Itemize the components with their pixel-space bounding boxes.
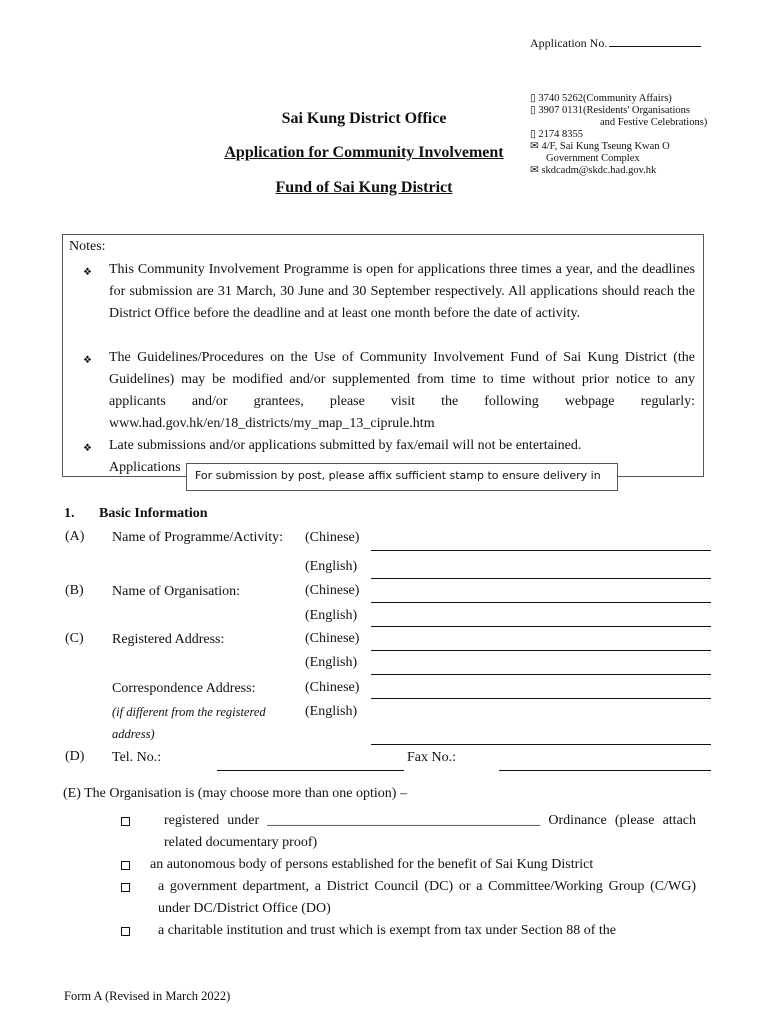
postal-notice-overlay: For submission by post, please affix sufficient stamp to ensure delivery in <box>186 463 618 491</box>
registered-address-label: Registered Address: <box>112 632 225 647</box>
form-footer: Form A (Revised in March 2022) <box>64 989 231 1003</box>
option-government-checkbox[interactable] <box>121 883 130 892</box>
chinese-label: (Chinese) <box>305 530 360 545</box>
option-autonomous-text: an autonomous body of persons established for the benefit of Sai Kung District <box>150 857 594 872</box>
form-title-line1: Application for Community Involvement <box>224 144 504 161</box>
correspondence-note-2: address) <box>112 727 155 741</box>
section-number: 1. <box>64 506 75 521</box>
organisation-type-question: (E) The Organisation is (may choose more than one option) – <box>63 786 407 801</box>
correspondence-address-label: Correspondence Address: <box>112 681 256 696</box>
registered-address-english-input[interactable] <box>371 674 711 675</box>
correspondence-note: (if different from the registered <box>112 705 266 719</box>
option-autonomous-checkbox[interactable] <box>121 861 130 870</box>
programme-name-chinese-input[interactable] <box>371 550 711 551</box>
contact-line-5: ✉ 4/F, Sai Kung Tseung Kwan O <box>530 141 670 152</box>
note-1: This Community Involvement Programme is open for applications three times a year, and the deadlines for submission are 31 March, 30 June and 30 September respectively. All applications should reach the District Office before the deadline and at least one month before the date of activity. <box>109 262 695 321</box>
contact-line-1: ▯ 3740 5262(Community Affairs) <box>530 93 672 104</box>
english-label: (English) <box>305 608 358 623</box>
mail-icon: ✉ <box>530 165 539 176</box>
section-heading: Basic Information <box>99 506 208 521</box>
form-title-line2: Fund of Sai Kung District <box>275 179 453 196</box>
correspondence-address-english-input[interactable] <box>371 744 711 745</box>
tel-input[interactable] <box>217 770 404 771</box>
organisation-name-chinese-input[interactable] <box>371 602 711 603</box>
application-no-field[interactable] <box>609 35 701 47</box>
registered-address-chinese-input[interactable] <box>371 650 711 651</box>
tel-label: Tel. No.: <box>112 750 162 765</box>
label-a: (A) <box>65 529 85 544</box>
chinese-label: (Chinese) <box>305 680 360 695</box>
option-registered-checkbox[interactable] <box>121 817 130 826</box>
note-4: Applications <box>109 460 181 475</box>
contact-line-7: ✉ skdcadm@skdc.had.gov.hk <box>530 165 657 176</box>
label-d: (D) <box>65 749 85 764</box>
label-c: (C) <box>65 631 84 646</box>
contact-block <box>530 93 707 177</box>
chinese-label: (Chinese) <box>305 631 360 646</box>
office-name: Sai Kung District Office <box>281 110 447 127</box>
programme-name-label: Name of Programme/Activity: <box>112 530 284 545</box>
fax-input[interactable] <box>499 770 711 771</box>
programme-name-english-input[interactable] <box>371 578 711 579</box>
option-registered-text: registered under _______________________________________ Ordinance (please attach related documentary proof) <box>164 813 696 850</box>
application-no-label: Application No. <box>530 36 608 50</box>
english-label: (English) <box>305 559 358 574</box>
notes-label: Notes: <box>69 239 106 254</box>
application-no <box>530 35 701 51</box>
organisation-name-label: Name of Organisation: <box>112 584 241 599</box>
bullet-icon: ❖ <box>83 355 92 366</box>
label-b: (B) <box>65 583 84 598</box>
phone-icon: ▯ <box>530 105 536 116</box>
phone-icon: ▯ <box>530 93 536 104</box>
contact-line-2: ▯ 3907 0131(Residents' Organisations <box>530 105 691 116</box>
contact-line-3: and Festive Celebrations) <box>600 117 708 128</box>
organisation-name-english-input[interactable] <box>371 626 711 627</box>
note-3: Late submissions and/or applications submitted by fax/email will not be entertained. <box>109 438 582 453</box>
option-charitable-text: a charitable institution and trust which is exempt from tax under Section 88 of the <box>158 923 617 938</box>
fax-label: Fax No.: <box>407 750 456 765</box>
english-label: (English) <box>305 655 358 670</box>
option-government-text: a government department, a District Council (DC) or a Committee/Working Group (C/WG) under DC/District Office (DO) <box>158 879 696 916</box>
contact-line-6: Government Complex <box>546 153 640 164</box>
mail-icon: ✉ <box>530 141 539 152</box>
english-label: (English) <box>305 704 358 719</box>
bullet-icon: ❖ <box>83 443 92 454</box>
notes-box <box>62 234 704 477</box>
bullet-icon: ❖ <box>83 267 92 278</box>
fax-icon: ▯ <box>530 129 536 140</box>
correspondence-address-chinese-input[interactable] <box>371 698 711 699</box>
option-charitable-checkbox[interactable] <box>121 927 130 936</box>
contact-line-4: ▯ 2174 8355 <box>530 129 584 140</box>
chinese-label: (Chinese) <box>305 583 360 598</box>
note-2: The Guidelines/Procedures on the Use of Community Involvement Fund of Sai Kung District (the Guidelines) may be modified and/or supplemented from time to time without prior notice to any applicants and/or grantees, please visit the following webpage regularly: www.had.gov.hk/en/18_districts/my_map_13_ciprule.htm <box>109 350 695 431</box>
